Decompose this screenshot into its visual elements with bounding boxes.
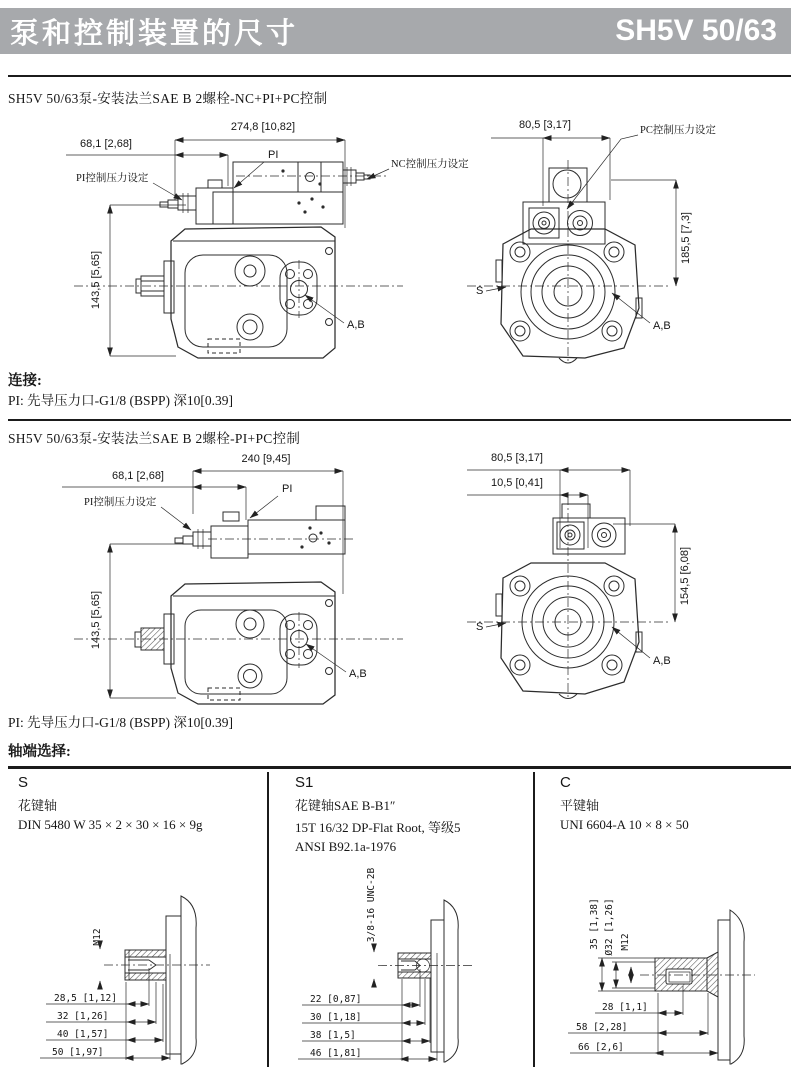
shaft-option-s1-desc3: ANSI B92.1a-1976 [295, 839, 397, 854]
dimension-lines [62, 453, 343, 698]
shaft-s1-drawing [290, 858, 530, 1065]
control-block [523, 168, 605, 244]
model-number: SH5V 50/63 [615, 14, 777, 47]
shaft-option-s-code: S [18, 774, 29, 791]
thread-label: M12 [620, 933, 631, 951]
shaft-option-s1-desc1: 花键轴SAE B-B1″ [295, 798, 396, 813]
dim-total-width: 274,8 [10,82] [230, 121, 296, 133]
pump-body [467, 160, 669, 363]
dim-row: 28,5 [1,12] [54, 993, 117, 1004]
ports-ab-label: A,B [347, 319, 365, 331]
dim-row: 46 [1,81] [310, 1048, 362, 1059]
dimension-lines [66, 121, 345, 356]
dim-row: 58 [2,28] [576, 1022, 628, 1033]
dia-label: 35 [1,38] [589, 898, 600, 950]
shaft-options-divider [8, 766, 791, 769]
control-block [553, 504, 625, 554]
dim-height: 185,5 [7,3] [680, 212, 692, 264]
pi-setting-label: PI控制压力设定 [76, 173, 149, 184]
dim-height: 154,5 [6,08] [679, 546, 691, 606]
pump-body [467, 496, 669, 700]
dim-row: 22 [0,87] [310, 994, 362, 1005]
diameter-callouts [589, 898, 655, 991]
header-divider [8, 75, 791, 77]
pump-side-view-pi-pc-drawing [58, 448, 458, 710]
connection-heading: 连接: [8, 373, 42, 389]
page-header [0, 8, 791, 54]
column-divider-2 [533, 772, 535, 1067]
page-title: 泵和控制装置的尺寸 [10, 17, 299, 50]
nc-setting-label: NC控制压力设定 [391, 159, 469, 170]
shaft-s-drawing [30, 858, 270, 1065]
shaft-s-label: S [476, 621, 484, 633]
shaft-option-c-desc2: UNI 6604-A 10 × 8 × 50 [560, 817, 689, 832]
section1-title: SH5V 50/63泵-安装法兰SAE B 2螺栓-NC+PI+PC控制 [8, 91, 328, 106]
shaft-geometry [378, 900, 475, 1062]
dim-pi-offset: 68,1 [2,68] [80, 138, 132, 150]
ports-ab-label: A,B [653, 655, 671, 667]
dim-row: 28 [1,1] [602, 1002, 648, 1013]
shaft-option-s-desc2: DIN 5480 W 35 × 2 × 30 × 16 × 9g [18, 817, 203, 832]
dim-row: 50 [1,97] [52, 1047, 104, 1058]
dim-height: 143,5 [5,65] [90, 590, 102, 650]
shaft-option-s1-code: S1 [295, 774, 314, 791]
thread-callout [92, 928, 103, 986]
thread-label: M12 [92, 928, 103, 946]
section2-title: SH5V 50/63泵-安装法兰SAE B 2螺栓-PI+PC控制 [8, 431, 301, 446]
control-block [175, 506, 353, 558]
callout-labels [84, 483, 367, 680]
shaft-option-c-code: C [560, 774, 571, 791]
shaft-c-drawing [550, 858, 795, 1065]
dim-row: 66 [2,6] [578, 1042, 624, 1053]
shaft-option-c-desc1: 平键轴 [560, 798, 600, 813]
dim-width: 80,5 [3,17] [519, 119, 571, 131]
section1-pi-note: PI: 先导压力口-G1/8 (BSPP) 深10[0.39] [8, 393, 234, 408]
dim-pi-offset: 68,1 [2,68] [112, 470, 164, 482]
thread-label: 3/8-16 UNC-2B [366, 867, 377, 943]
pi-setting-label: PI控制压力设定 [84, 497, 157, 508]
pi-port-label: PI [282, 483, 293, 495]
ports-ab-label: A,B [349, 668, 367, 680]
shaft-s-label: S [476, 285, 484, 297]
pump-side-view-nc-pi-pc-drawing [58, 110, 478, 370]
shaft-options-heading: 轴端选择: [8, 744, 71, 760]
dim-width: 80,5 [3,17] [491, 452, 543, 464]
dim-offset: 10,5 [0,41] [491, 477, 543, 489]
thread-callout [366, 868, 377, 984]
control-block [160, 162, 388, 224]
dim-row: 30 [1,18] [310, 1012, 362, 1023]
pi-port-label: PI [268, 149, 279, 161]
shaft-option-s1-desc2: 15T 16/32 DP-Flat Root, 等级5 [295, 820, 461, 835]
shaft-geometry [104, 896, 210, 1064]
pc-setting-label: PC控制压力设定 [640, 125, 716, 136]
section2-pi-note: PI: 先导压力口-G1/8 (BSPP) 深10[0.39] [8, 715, 234, 730]
pump-front-view-nc-pi-pc-drawing [463, 110, 793, 370]
dim-row: 40 [1,57] [57, 1029, 109, 1040]
pump-front-view-pi-pc-drawing [463, 448, 793, 710]
dim-row: 38 [1,5] [310, 1030, 356, 1041]
shaft-geometry [640, 910, 755, 1064]
dimension-rows [568, 986, 718, 1055]
ports-ab-label: A,B [653, 320, 671, 332]
dimension-rows [40, 954, 170, 1060]
dim-total-width: 240 [9,45] [241, 453, 291, 465]
shaft-option-s-desc1: 花键轴 [18, 798, 58, 813]
dim-row: 32 [1,26] [57, 1011, 109, 1022]
pump-body [74, 582, 403, 704]
dim-height: 143,5 [5,65] [90, 250, 102, 310]
pump-body [74, 227, 403, 358]
section-divider [8, 419, 791, 421]
dimension-lines [467, 452, 691, 622]
dia-label: Ø32 [1,26] [604, 898, 615, 956]
